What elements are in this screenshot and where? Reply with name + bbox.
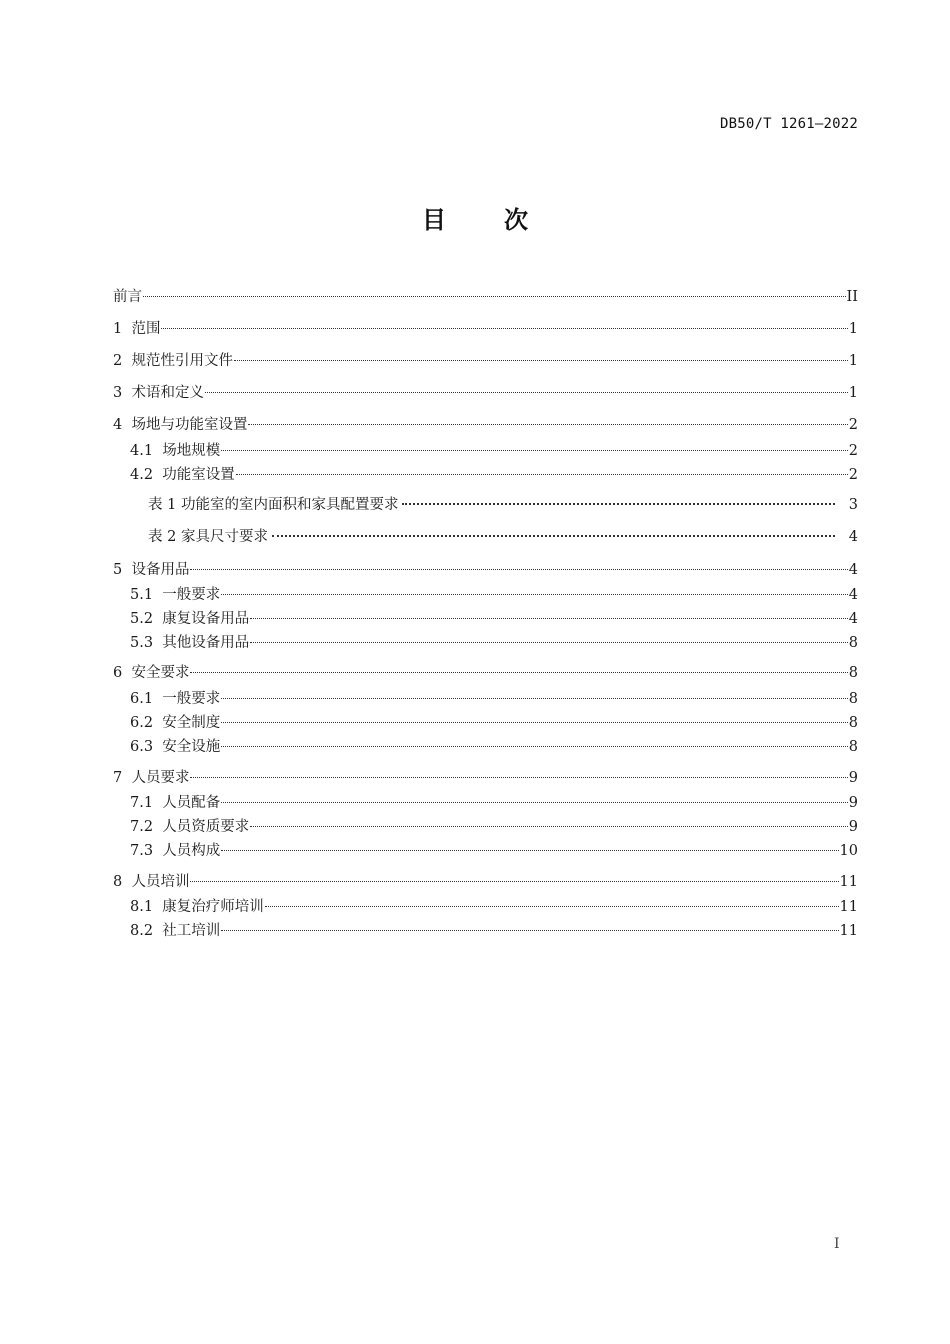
toc-page-number: 8 [848,665,858,681]
toc-page-number: 11 [839,923,858,939]
dot-leader [402,503,834,505]
title-char-1: 目 [422,206,446,234]
dot-leader [221,594,847,595]
toc-page-number: 9 [848,770,858,786]
dot-leader [250,642,847,643]
dot-leader [221,802,847,803]
toc-entry-4-1[interactable] [113,441,858,461]
toc-entry-label: 8 人员培训 [113,874,190,890]
toc-entry-7-2[interactable] [113,817,858,837]
toc-page-number: 1 [848,321,858,337]
dot-leader [221,850,838,851]
toc-page-number: 4 [848,529,858,545]
toc-page-number: 8 [848,715,858,731]
toc-entry-label: 4.2 功能室设置 [130,467,235,483]
dot-leader [221,450,847,451]
dot-leader [234,360,848,361]
toc-entry-label: 6.3 安全设施 [130,739,221,755]
toc-entry-label: 表 2 家具尺寸要求 [148,529,268,545]
dot-leader [221,746,847,747]
toc-entry-label: 8.2 社工培训 [130,923,221,939]
toc-entry-label: 4 场地与功能室设置 [113,417,248,433]
dot-leader [221,698,847,699]
dot-leader [221,722,847,723]
dot-leader [250,618,847,619]
toc-page-number: 9 [848,795,858,811]
toc-entry-label: 4.1 场地规模 [130,443,221,459]
toc-entry-label: 2 规范性引用文件 [113,353,233,369]
dot-leader [221,930,838,931]
dot-leader [190,777,847,778]
toc-entry-label: 7.3 人员构成 [130,843,221,859]
dot-leader [143,296,846,297]
toc-entry-6-1[interactable] [113,689,858,709]
toc-page-number: 4 [848,587,858,603]
toc-entry-6[interactable] [113,663,858,683]
toc-page-number: 1 [848,353,858,369]
toc-page-number: 11 [839,899,858,915]
dot-leader [236,474,848,475]
toc-entry-label: 5.2 康复设备用品 [130,611,250,627]
page-number: I [834,1236,840,1252]
dot-leader [248,424,847,425]
dot-leader [190,672,847,673]
toc-entry-label: 5.1 一般要求 [130,587,221,603]
toc-entry-7[interactable] [113,768,858,788]
toc-page-number: 8 [848,691,858,707]
toc-entry-1[interactable] [113,319,858,339]
toc-entry-2[interactable] [113,351,858,371]
dot-leader [161,328,847,329]
toc-entry-foreword[interactable] [113,287,858,307]
toc-page-number: II [846,289,858,305]
dot-leader [205,392,848,393]
dot-leader [272,535,835,537]
dot-leader [190,881,838,882]
toc-entry-label: 7.1 人员配备 [130,795,221,811]
document-code: DB50/T 1261—2022 [719,116,858,132]
toc-entry-5-1[interactable] [113,585,858,605]
toc-page-number: 8 [848,739,858,755]
toc-entry-5[interactable] [113,560,858,580]
toc-page-number: 1 [848,385,858,401]
dot-leader [265,906,839,907]
toc-entry-label: 8.1 康复治疗师培训 [130,899,264,915]
toc-entry-label: 7.2 人员资质要求 [130,819,250,835]
toc-entry-label: 5.3 其他设备用品 [130,635,250,651]
toc-entry-6-3[interactable] [113,737,858,757]
toc-entry-label: 1 范围 [113,321,161,337]
toc-page-number: 2 [848,417,858,433]
toc-entry-label: 6 安全要求 [113,665,190,681]
toc-page-number: 3 [848,497,858,513]
dot-leader [250,826,847,827]
toc-page-number: 10 [839,843,858,859]
toc-entry-3[interactable] [113,383,858,403]
toc-entry-label: 7 人员要求 [113,770,190,786]
toc-entry-8-2[interactable] [113,921,858,941]
toc-page-number: 2 [848,467,858,483]
toc-page-number: 4 [848,562,858,578]
toc-page-number: 11 [839,874,858,890]
toc-entry-7-3[interactable] [113,841,858,861]
toc-entry-8[interactable] [113,872,858,892]
toc-entry-label: 3 术语和定义 [113,385,204,401]
toc-page-number: 8 [848,635,858,651]
title-char-2: 次 [504,206,528,234]
toc-entry-5-3[interactable] [113,633,858,653]
toc-entry-label: 6.1 一般要求 [130,691,221,707]
toc-page-number: 4 [848,611,858,627]
dot-leader [190,569,847,570]
page-title [0,200,950,235]
toc-entry-label: 6.2 安全制度 [130,715,221,731]
toc-entry-label: 表 1 功能室的室内面积和家具配置要求 [148,497,399,513]
toc-entry-8-1[interactable] [113,897,858,917]
toc-page-number: 2 [848,443,858,459]
toc-entry-4-2[interactable] [113,465,858,485]
toc-entry-table-2[interactable] [113,527,858,547]
toc-entry-label: 5 设备用品 [113,562,190,578]
toc-entry-5-2[interactable] [113,609,858,629]
toc-entry-table-1[interactable] [113,495,858,515]
toc-entry-6-2[interactable] [113,713,858,733]
toc-page-number: 9 [848,819,858,835]
toc-entry-4[interactable] [113,415,858,435]
toc-entry-7-1[interactable] [113,793,858,813]
toc-entry-label: 前言 [113,289,142,305]
